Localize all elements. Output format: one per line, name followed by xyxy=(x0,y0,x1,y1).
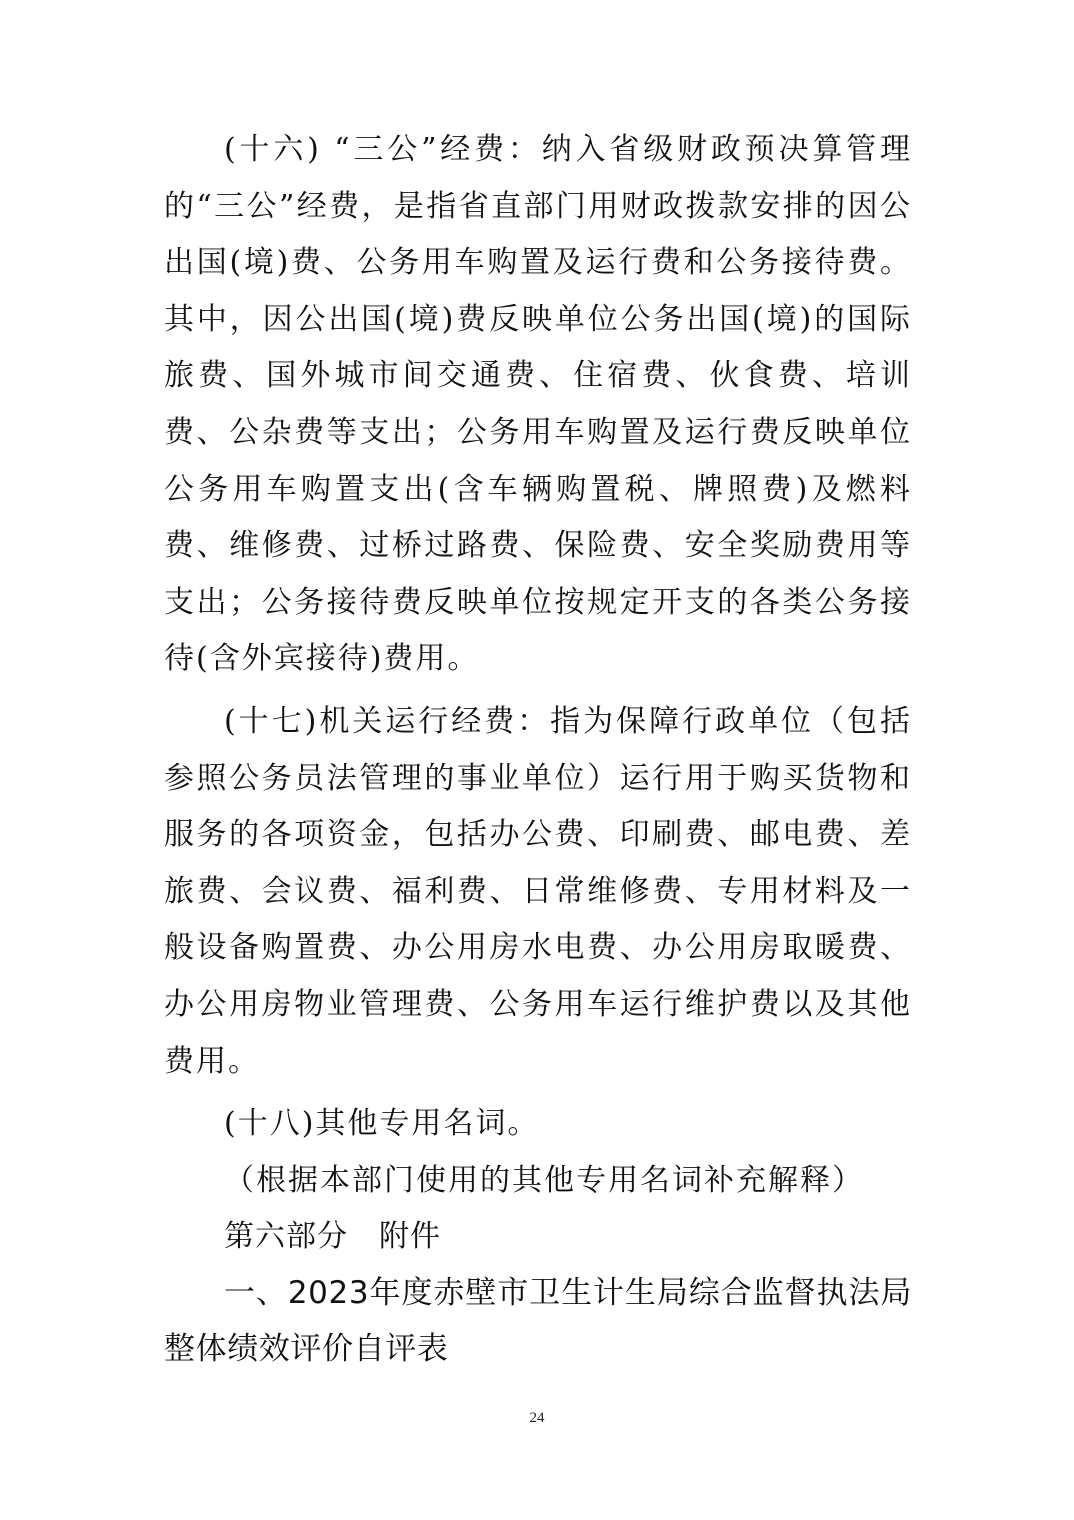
paragraph-other-terms: (十八)其他专用名词。 xyxy=(224,1106,540,1142)
section-title: 第六部分 附件 xyxy=(224,1219,441,1255)
document-page xyxy=(164,122,912,1377)
paragraph-operating-expenses: (十七)机关运行经费：指为保障行政单位（包括参照公务员法管理的事业单位）运行用于购买货物和服务的各项资金，包括办公费、印刷费、邮电费、差旅费、会议费、福利费、日常维修费、专用材料及一般设备购置费、办公用房水电费、办公用房取暖费、办公用房物业管理费、公务用车运行维护费以及其他费用。 xyxy=(164,703,912,1079)
paragraph-note: （根据本部门使用的其他专用名词补充解释） xyxy=(224,1162,864,1198)
page-number: 24 xyxy=(529,1410,545,1426)
attachment-item-title: 一、2023年度赤壁市卫生计生局综合监督执法局整体绩效评价自评表 xyxy=(164,1275,912,1368)
paragraph-three-public-expenses: (十六) “三公”经费：纳入省级财政预决算管理的“三公”经费，是指省直部门用财政拨款安排的因公出国(境)费、公务用车购置及运行费和公务接待费。其中，因公出国(境)费反映单位公务出国(境)的国际旅费、国外城市间交通费、住宿费、伙食费、培训费、公杂费等支出；公务用车购置及运行费反映单位公务用车购置支出(含车辆购置税、牌照费)及燃料费、维修费、过桥过路费、保险费、安全奖励费用等支出；公务接待费反映单位按规定开支的各类公务接待(含外宾接待)费用。 xyxy=(164,132,912,677)
